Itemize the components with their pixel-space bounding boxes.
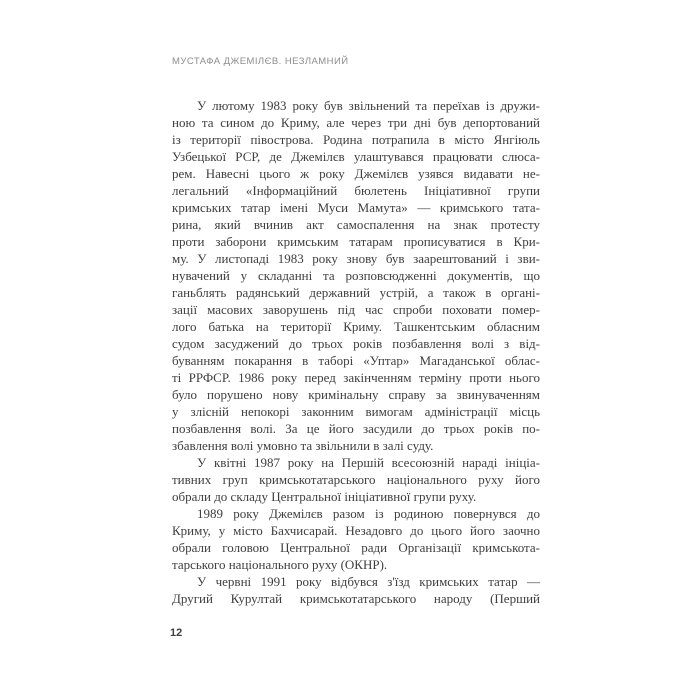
text-line: буванням покарання в таборі «Уптар» Магаданської облас- <box>172 353 540 368</box>
text-line: збавлення волі умовно та звільнили в залі суду. <box>172 438 434 453</box>
text-line: тарського національного руху (ОКНР). <box>172 557 388 572</box>
text-line: проти заборони кримським татарам прописуватися в Кри- <box>172 234 540 249</box>
running-header: МУСТАФА ДЖЕМІЛЄВ. НЕЗЛАМНИЙ <box>172 56 349 67</box>
text-line: ганьблять радянський державний устрій, а також в органі- <box>172 285 540 300</box>
text-line: нувачений у складанні та розповсюдженні документів, що <box>172 268 540 283</box>
page-number: 12 <box>170 627 183 639</box>
text-line: лого батька на території Криму. Ташкентським обласним <box>172 319 540 334</box>
text-block <box>172 97 540 607</box>
text-line: У лютому 1983 року був звільнений та переїхав із дружи- <box>197 98 540 113</box>
text-line: позбавлення волі. За це його засудили до трьох років по- <box>172 421 540 436</box>
text-line: із території півострова. Родина потрапила в місто Янгіюль <box>172 132 540 147</box>
paragraph <box>172 454 540 505</box>
text-line: ті РРФСР. 1986 року перед закінченням терміну проти нього <box>172 370 540 385</box>
text-line: зації масових заворушень під час спроби поховати помер- <box>172 302 540 317</box>
text-line: Другий Курултай кримськотатарського народу (Перший <box>172 591 540 606</box>
text-line: у злісній непокорі законним вимогам адміністрації місць <box>172 404 540 419</box>
text-line: обрали до складу Центральної ініціативної групи руху. <box>172 489 477 504</box>
text-line: Криму, у місто Бахчисарай. Незадовго до цього його заочно <box>172 523 540 538</box>
text-line: рина, який вчинив акт самоспалення на знак протесту <box>172 217 540 232</box>
text-line: легальний «Інформаційний бюлетень Ініціативної групи <box>172 183 540 198</box>
text-line: У червні 1991 року відбувся з'їзд кримських татар — <box>197 574 540 589</box>
text-line: 1989 року Джемілєв разом із родиною повернувся до <box>197 506 540 521</box>
text-line: му. У листопаді 1983 року знову був заарештований і зви- <box>172 251 540 266</box>
text-line: Узбецької РСР, де Джемілєв улаштувався працювати слюса- <box>172 149 540 164</box>
paragraph <box>172 505 540 573</box>
text-line: кримських татар імені Муси Мамута» — кримського тата- <box>172 200 540 215</box>
paragraph <box>172 97 540 454</box>
text-line: ною та сином до Криму, але через три дні був депортований <box>172 115 540 130</box>
paragraph <box>172 573 540 607</box>
text-line: обрали головою Центральної ради Організації кримськота- <box>172 540 540 555</box>
text-line: тивних груп кримськотатарського національного руху його <box>172 472 540 487</box>
text-line: було порушено нову кримінальну справу за звинуваченням <box>172 387 540 402</box>
text-line: У квітні 1987 року на Першій всесоюзній нараді ініціа- <box>197 455 540 470</box>
text-line: рем. Навесні цього ж року Джемілєв узявся видавати не- <box>172 166 540 181</box>
text-line: судом засуджений до трьох років позбавлення волі з від- <box>172 336 540 351</box>
